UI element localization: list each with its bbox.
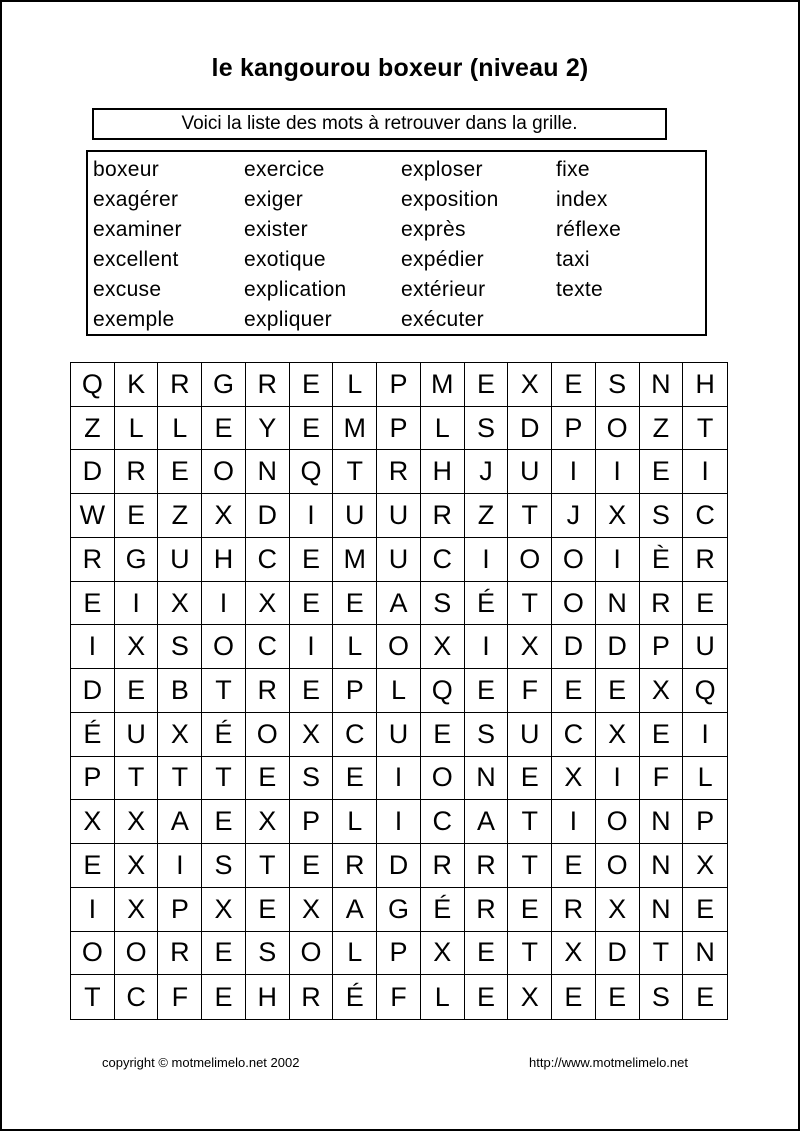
grid-cell: E: [596, 975, 640, 1019]
grid-cell: I: [683, 450, 727, 494]
grid-cell: E: [552, 975, 596, 1019]
grid-cell: O: [421, 757, 465, 801]
grid-cell: L: [377, 669, 421, 713]
grid-cell: T: [115, 757, 159, 801]
grid-cell: X: [552, 932, 596, 976]
grid-cell: R: [115, 450, 159, 494]
word-item: exploser: [401, 158, 483, 181]
grid-cell: R: [640, 582, 684, 626]
grid-cell: E: [640, 450, 684, 494]
word-item: excellent: [93, 248, 179, 271]
grid-cell: N: [465, 757, 509, 801]
grid-cell: H: [202, 538, 246, 582]
grid-cell: E: [71, 844, 115, 888]
grid-cell: P: [158, 888, 202, 932]
grid-cell: X: [596, 494, 640, 538]
grid-cell: W: [71, 494, 115, 538]
grid-cell: R: [552, 888, 596, 932]
grid-cell: X: [158, 713, 202, 757]
grid-cell: L: [421, 975, 465, 1019]
grid-cell: I: [596, 538, 640, 582]
grid-cell: I: [552, 800, 596, 844]
grid-cell: P: [333, 669, 377, 713]
word-item: excuse: [93, 278, 162, 301]
grid-cell: H: [683, 363, 727, 407]
grid-cell: X: [596, 713, 640, 757]
grid-cell: S: [290, 757, 334, 801]
grid-cell: I: [71, 625, 115, 669]
grid-cell: E: [290, 538, 334, 582]
grid-cell: L: [333, 625, 377, 669]
grid-cell: R: [71, 538, 115, 582]
instruction-text: Voici la liste des mots à retrouver dans la grille.: [181, 113, 578, 134]
grid-cell: I: [552, 450, 596, 494]
grid-cell: Q: [421, 669, 465, 713]
grid-cell: I: [290, 625, 334, 669]
grid-cell: L: [333, 800, 377, 844]
grid-cell: K: [115, 363, 159, 407]
grid-cell: O: [202, 450, 246, 494]
grid-cell: T: [508, 844, 552, 888]
word-item: boxeur: [93, 158, 160, 181]
grid-cell: L: [683, 757, 727, 801]
grid-cell: E: [683, 582, 727, 626]
grid-cell: M: [421, 363, 465, 407]
grid-cell: I: [158, 844, 202, 888]
grid-cell: M: [333, 407, 377, 451]
grid-cell: X: [508, 363, 552, 407]
grid-cell: É: [465, 582, 509, 626]
grid-cell: R: [333, 844, 377, 888]
grid-cell: C: [683, 494, 727, 538]
word-item: exiger: [244, 188, 303, 211]
word-item: expliquer: [244, 308, 332, 331]
grid-cell: X: [596, 888, 640, 932]
grid-cell: D: [246, 494, 290, 538]
grid-cell: X: [158, 582, 202, 626]
word-item: taxi: [556, 248, 590, 271]
grid-cell: É: [421, 888, 465, 932]
grid-cell: R: [465, 844, 509, 888]
grid-cell: A: [158, 800, 202, 844]
word-item: exemple: [93, 308, 175, 331]
grid-cell: L: [333, 363, 377, 407]
instruction-box: [92, 108, 667, 140]
word-item: extérieur: [401, 278, 486, 301]
grid-cell: N: [640, 800, 684, 844]
grid-cell: R: [683, 538, 727, 582]
grid-cell: E: [290, 669, 334, 713]
grid-cell: É: [71, 713, 115, 757]
grid-cell: I: [465, 625, 509, 669]
grid-cell: E: [202, 932, 246, 976]
grid-cell: X: [246, 800, 290, 844]
grid-cell: F: [158, 975, 202, 1019]
grid-cell: D: [552, 625, 596, 669]
grid-cell: T: [202, 669, 246, 713]
grid-cell: E: [202, 975, 246, 1019]
grid-cell: M: [333, 538, 377, 582]
word-item: fixe: [556, 158, 590, 181]
grid-cell: X: [683, 844, 727, 888]
word-item: exposition: [401, 188, 499, 211]
grid-cell: F: [377, 975, 421, 1019]
grid-cell: C: [421, 538, 465, 582]
grid-cell: R: [290, 975, 334, 1019]
website-url: http://www.motmelimelo.net: [529, 1055, 688, 1070]
grid-cell: O: [508, 538, 552, 582]
grid-cell: U: [683, 625, 727, 669]
grid-cell: X: [640, 669, 684, 713]
grid-cell: T: [158, 757, 202, 801]
grid-cell: R: [465, 888, 509, 932]
grid-cell: I: [71, 888, 115, 932]
grid-cell: I: [683, 713, 727, 757]
grid-cell: T: [640, 932, 684, 976]
grid-cell: R: [158, 932, 202, 976]
grid-cell: A: [377, 582, 421, 626]
grid-cell: I: [377, 757, 421, 801]
grid-cell: Q: [683, 669, 727, 713]
grid-cell: N: [596, 582, 640, 626]
grid-cell: T: [508, 582, 552, 626]
word-item: texte: [556, 278, 604, 301]
grid-cell: E: [640, 713, 684, 757]
word-list: [86, 150, 707, 336]
grid-cell: O: [596, 407, 640, 451]
grid-cell: T: [333, 450, 377, 494]
grid-cell: C: [333, 713, 377, 757]
grid-cell: U: [508, 713, 552, 757]
grid-cell: J: [465, 450, 509, 494]
grid-cell: X: [115, 800, 159, 844]
grid-cell: E: [552, 669, 596, 713]
grid-cell: P: [640, 625, 684, 669]
grid-cell: E: [508, 888, 552, 932]
grid-cell: R: [421, 494, 465, 538]
grid-cell: O: [377, 625, 421, 669]
grid-cell: U: [115, 713, 159, 757]
grid-cell: D: [596, 932, 640, 976]
grid-cell: U: [377, 494, 421, 538]
grid-cell: X: [421, 932, 465, 976]
grid-cell: O: [596, 800, 640, 844]
grid-cell: X: [290, 713, 334, 757]
grid-cell: C: [246, 625, 290, 669]
grid-cell: G: [202, 363, 246, 407]
grid-cell: S: [421, 582, 465, 626]
grid-cell: T: [246, 844, 290, 888]
grid-cell: È: [640, 538, 684, 582]
grid-cell: O: [115, 932, 159, 976]
grid-cell: E: [552, 844, 596, 888]
copyright-text: copyright © motmelimelo.net 2002: [102, 1055, 300, 1070]
grid-cell: T: [683, 407, 727, 451]
word-item: exotique: [244, 248, 326, 271]
grid-cell: O: [246, 713, 290, 757]
grid-cell: X: [246, 582, 290, 626]
grid-cell: X: [421, 625, 465, 669]
grid-cell: O: [290, 932, 334, 976]
grid-cell: É: [202, 713, 246, 757]
grid-cell: S: [640, 494, 684, 538]
grid-cell: Z: [71, 407, 115, 451]
grid-cell: S: [465, 713, 509, 757]
grid-cell: É: [333, 975, 377, 1019]
grid-cell: E: [333, 582, 377, 626]
grid-cell: N: [246, 450, 290, 494]
grid-cell: I: [202, 582, 246, 626]
grid-cell: E: [246, 757, 290, 801]
grid-cell: A: [333, 888, 377, 932]
grid-cell: R: [377, 450, 421, 494]
word-item: exercice: [244, 158, 325, 181]
grid-cell: N: [640, 888, 684, 932]
grid-cell: Z: [158, 494, 202, 538]
grid-cell: P: [377, 407, 421, 451]
grid-cell: R: [158, 363, 202, 407]
grid-cell: E: [596, 669, 640, 713]
grid-cell: I: [115, 582, 159, 626]
grid-cell: O: [552, 582, 596, 626]
grid-cell: E: [158, 450, 202, 494]
grid-cell: G: [377, 888, 421, 932]
grid-cell: T: [71, 975, 115, 1019]
grid-cell: E: [290, 363, 334, 407]
word-item: examiner: [93, 218, 182, 241]
grid-cell: T: [508, 932, 552, 976]
letter-grid: [70, 362, 728, 1020]
grid-cell: D: [508, 407, 552, 451]
grid-cell: H: [246, 975, 290, 1019]
grid-cell: E: [290, 407, 334, 451]
grid-cell: I: [596, 450, 640, 494]
grid-cell: C: [246, 538, 290, 582]
grid-cell: L: [158, 407, 202, 451]
grid-cell: G: [115, 538, 159, 582]
grid-cell: B: [158, 669, 202, 713]
grid-cell: D: [596, 625, 640, 669]
grid-cell: U: [377, 538, 421, 582]
grid-cell: E: [465, 975, 509, 1019]
grid-cell: S: [246, 932, 290, 976]
grid-cell: I: [290, 494, 334, 538]
grid-cell: E: [465, 669, 509, 713]
grid-cell: H: [421, 450, 465, 494]
grid-cell: P: [290, 800, 334, 844]
grid-cell: P: [71, 757, 115, 801]
grid-cell: T: [508, 494, 552, 538]
grid-cell: U: [158, 538, 202, 582]
grid-cell: L: [333, 932, 377, 976]
grid-cell: U: [377, 713, 421, 757]
grid-cell: O: [71, 932, 115, 976]
grid-cell: X: [115, 888, 159, 932]
grid-cell: E: [290, 844, 334, 888]
grid-cell: P: [552, 407, 596, 451]
grid-cell: E: [202, 800, 246, 844]
grid-cell: T: [202, 757, 246, 801]
grid-cell: E: [508, 757, 552, 801]
grid-cell: E: [115, 494, 159, 538]
grid-cell: S: [158, 625, 202, 669]
grid-cell: X: [508, 625, 552, 669]
grid-cell: I: [596, 757, 640, 801]
grid-cell: Y: [246, 407, 290, 451]
word-item: explication: [244, 278, 347, 301]
grid-cell: O: [552, 538, 596, 582]
grid-cell: S: [202, 844, 246, 888]
grid-cell: T: [508, 800, 552, 844]
grid-cell: N: [683, 932, 727, 976]
grid-cell: U: [333, 494, 377, 538]
grid-cell: I: [465, 538, 509, 582]
grid-cell: C: [421, 800, 465, 844]
grid-cell: F: [640, 757, 684, 801]
grid-cell: S: [465, 407, 509, 451]
word-item: index: [556, 188, 608, 211]
word-item: réflexe: [556, 218, 622, 241]
grid-cell: Q: [290, 450, 334, 494]
grid-cell: X: [115, 625, 159, 669]
grid-cell: E: [115, 669, 159, 713]
grid-cell: N: [640, 363, 684, 407]
grid-cell: X: [202, 494, 246, 538]
grid-cell: F: [508, 669, 552, 713]
grid-cell: P: [683, 800, 727, 844]
grid-cell: X: [202, 888, 246, 932]
grid-cell: X: [552, 757, 596, 801]
grid-cell: E: [465, 363, 509, 407]
grid-cell: I: [377, 800, 421, 844]
grid-cell: E: [465, 932, 509, 976]
grid-cell: P: [377, 363, 421, 407]
grid-cell: O: [596, 844, 640, 888]
grid-cell: D: [377, 844, 421, 888]
grid-cell: Z: [465, 494, 509, 538]
grid-cell: Q: [71, 363, 115, 407]
word-item: exister: [244, 218, 308, 241]
grid-cell: O: [202, 625, 246, 669]
grid-cell: X: [71, 800, 115, 844]
grid-cell: S: [640, 975, 684, 1019]
word-item: exécuter: [401, 308, 484, 331]
page-title: le kangourou boxeur (niveau 2): [211, 54, 589, 82]
grid-cell: L: [115, 407, 159, 451]
grid-cell: E: [696, 981, 715, 1012]
grid-cell: E: [246, 888, 290, 932]
grid-cell: X: [115, 844, 159, 888]
grid-cell: U: [508, 450, 552, 494]
grid-cell: Z: [640, 407, 684, 451]
grid-cell: X: [290, 888, 334, 932]
word-item: exagérer: [93, 188, 179, 211]
grid-cell: E: [552, 363, 596, 407]
grid-cell: E: [333, 757, 377, 801]
grid-cell: X: [508, 975, 552, 1019]
grid-cell: N: [640, 844, 684, 888]
grid-cell: E: [290, 582, 334, 626]
word-item: exprès: [401, 218, 466, 241]
grid-cell: R: [421, 844, 465, 888]
grid-cell: E: [683, 888, 727, 932]
grid-cell: R: [246, 669, 290, 713]
grid-cell: E: [202, 407, 246, 451]
grid-cell: J: [552, 494, 596, 538]
grid-cell: S: [596, 363, 640, 407]
grid-cell: E: [421, 713, 465, 757]
grid-cell: L: [421, 407, 465, 451]
grid-cell: E: [71, 582, 115, 626]
grid-cell: A: [465, 800, 509, 844]
grid-cell: D: [71, 450, 115, 494]
grid-cell: D: [71, 669, 115, 713]
grid-cell: C: [115, 975, 159, 1019]
grid-cell: P: [377, 932, 421, 976]
grid-cell: C: [552, 713, 596, 757]
grid-cell: R: [246, 363, 290, 407]
word-item: expédier: [401, 248, 484, 271]
